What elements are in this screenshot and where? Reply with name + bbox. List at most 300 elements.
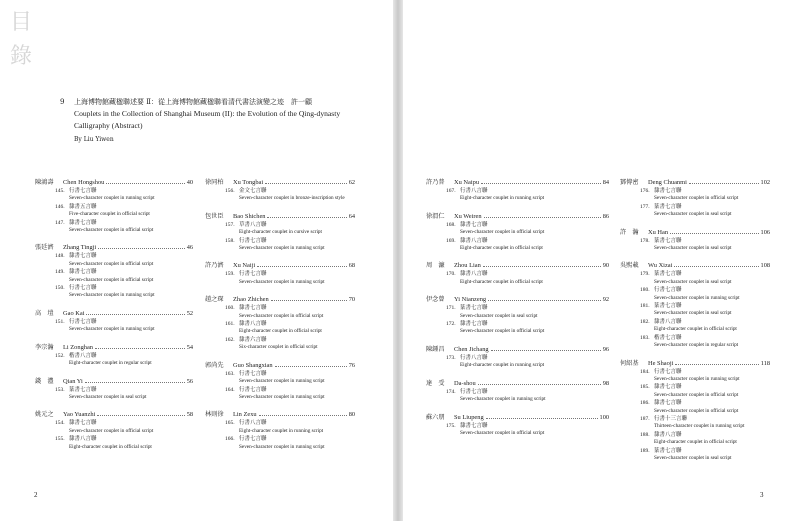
- article-title-en: Calligraphy (Abstract): [74, 121, 143, 130]
- work-title-zh: 隸書八言聯: [460, 271, 488, 278]
- toc-entry: [426, 345, 609, 370]
- work-number: 163.: [225, 370, 235, 377]
- toc-entry: [426, 212, 609, 253]
- dot-leader: [675, 359, 758, 365]
- work-list: [446, 423, 609, 438]
- work-title-zh: 行書七言聯: [69, 188, 97, 194]
- work-number: 170.: [446, 271, 456, 278]
- work-title-zh: 篆書七言聯: [460, 305, 488, 312]
- work-number: 166.: [225, 436, 235, 443]
- article-author: By Liu Yiwen: [74, 136, 114, 143]
- dot-leader: [257, 261, 347, 267]
- work-item: [446, 305, 609, 312]
- entry-heading: [35, 309, 193, 318]
- work-title-en: Thirteen-character couplet in running script: [654, 423, 745, 430]
- entry-heading: [35, 243, 193, 252]
- work-number: 169.: [446, 237, 456, 244]
- work-title-zh: 隸書八言聯: [460, 237, 488, 244]
- work-title-zh: 篆書七言聯: [654, 447, 682, 454]
- entry-heading: [426, 379, 609, 388]
- work-number: 152.: [55, 352, 65, 359]
- dot-leader: [97, 410, 184, 416]
- work-title-zh: 篆書七言聯: [654, 203, 682, 210]
- work-title-en: Eight-character couplet in running script: [460, 362, 545, 369]
- work-title-en: Seven-character couplet in running script: [239, 245, 325, 252]
- work-number: 147.: [55, 219, 65, 226]
- work-title-en: Eight-character couplet in official script: [460, 245, 543, 252]
- artist-name-en: Wu Xizai: [648, 262, 673, 270]
- work-number: 148.: [55, 253, 65, 260]
- work-list: [640, 188, 770, 219]
- work-list: [225, 222, 355, 253]
- work-title-zh: 隸書八言聯: [69, 436, 97, 443]
- page-ref: 70: [348, 296, 355, 304]
- entry-heading: [205, 410, 355, 419]
- dot-leader: [265, 178, 347, 184]
- work-title-zh: 篆書七言聯: [654, 237, 682, 244]
- work-title-en: Eight-character couplet in official script: [460, 278, 543, 285]
- work-list: [225, 305, 355, 351]
- artist-name-zh: 許乃普: [426, 179, 445, 186]
- dot-leader: [483, 261, 601, 267]
- artist-name-en: Xu Tongbai: [233, 179, 264, 186]
- page-ref: 100: [599, 413, 609, 421]
- work-number: 187.: [640, 415, 650, 422]
- page-ref: 80: [348, 411, 355, 419]
- toc-entry: [426, 261, 609, 286]
- artist-name-en: Zhou Lian: [454, 262, 481, 270]
- work-title-en: Seven-character couplet in seal script: [654, 278, 732, 285]
- work-list: [640, 238, 770, 253]
- page-ref: 64: [348, 212, 355, 220]
- work-number: 162.: [225, 336, 235, 343]
- work-item: [225, 436, 355, 443]
- work-title-en: Seven-character couplet in seal script: [460, 312, 538, 319]
- entry-heading: [205, 261, 355, 270]
- heading-char: 目: [9, 10, 32, 35]
- toc-entry: [205, 212, 355, 253]
- work-number: 164.: [225, 386, 235, 393]
- work-title-en: Eight-character couplet in official script: [654, 439, 737, 446]
- dot-leader: [86, 309, 184, 315]
- page-ref: 56: [186, 377, 193, 385]
- book-gutter: [393, 0, 403, 521]
- work-title-zh: 隸書七言聯: [69, 253, 97, 260]
- work-title-zh: 行書七言聯: [239, 370, 267, 377]
- artist-name-zh: 許 瀚: [620, 228, 639, 236]
- entry-heading: [426, 212, 609, 221]
- toc-entry: [205, 261, 355, 286]
- work-number: 179.: [640, 271, 650, 278]
- work-number: 146.: [55, 203, 65, 210]
- page-ref: 102: [760, 179, 770, 186]
- work-item: [446, 389, 609, 396]
- work-title-en: Seven-character couplet in running script: [654, 294, 740, 301]
- artist-name-en: Da-shou: [454, 379, 476, 387]
- work-title-en: Seven-character couplet in official script: [654, 195, 739, 202]
- page-ref: 40: [186, 179, 193, 186]
- work-title-zh: 隸書八言聯: [654, 318, 682, 325]
- artist-name-zh: 鄧傳密: [620, 179, 639, 186]
- toc-entry: [620, 359, 770, 463]
- entry-heading: [35, 377, 193, 386]
- work-title-zh: 行書七言聯: [654, 368, 682, 375]
- work-item: [640, 335, 770, 342]
- work-list: [446, 355, 609, 370]
- work-title-en: Seven-character couplet in running script: [69, 292, 155, 299]
- work-list: [225, 371, 355, 402]
- work-item: [446, 355, 609, 362]
- work-title-en: Eight-character couplet in regular script: [69, 360, 152, 367]
- dot-leader: [271, 295, 347, 301]
- dot-leader: [275, 361, 347, 367]
- toc-entry: [620, 178, 770, 219]
- dot-leader: [259, 410, 347, 416]
- article-title-zh: 上海博物館藏楹聯述要 Ⅱ：從上海博物館藏楹聯看清代書法演變之迹 許一顧: [74, 98, 312, 106]
- entry-heading: [205, 361, 355, 370]
- work-title-en: Seven-character couplet in official script: [460, 229, 545, 236]
- toc-entry: [426, 295, 609, 336]
- toc-entry: [426, 178, 609, 203]
- work-number: 176.: [640, 188, 650, 194]
- work-title-zh: 篆書七言聯: [654, 303, 682, 310]
- work-list: [225, 188, 355, 203]
- work-title-zh: 隸書八言聯: [654, 431, 682, 438]
- work-title-en: Seven-character couplet in running script: [69, 195, 155, 202]
- contents-heading: [8, 10, 34, 78]
- entry-heading: [426, 261, 609, 270]
- work-title-en: Seven-character couplet in running script: [69, 326, 155, 333]
- entry-heading: [620, 261, 770, 270]
- work-list: [55, 387, 193, 402]
- work-item: [55, 285, 193, 292]
- entry-heading: [426, 345, 609, 354]
- work-number: 189.: [640, 447, 650, 454]
- work-item: [640, 271, 770, 278]
- work-title-zh: 隸書八言聯: [239, 321, 267, 328]
- page-ref: 68: [348, 262, 355, 270]
- work-title-en: Seven-character couplet in running script: [239, 278, 325, 285]
- artist-name-en: Bao Shichen: [233, 212, 266, 220]
- work-number: 161.: [225, 321, 235, 328]
- work-item: [640, 400, 770, 407]
- page-ref: 86: [602, 212, 609, 220]
- work-list: [446, 222, 609, 253]
- work-number: 173.: [446, 354, 456, 361]
- work-item: [225, 188, 355, 195]
- work-title-zh: 隸書七言聯: [460, 321, 488, 328]
- work-title-zh: 隸書七言聯: [654, 400, 682, 407]
- work-item: [640, 384, 770, 391]
- artist-name-en: Li Zonghan: [63, 343, 93, 351]
- page-ref: 118: [760, 359, 770, 367]
- artist-name-en: Qian Yi: [63, 377, 83, 385]
- artist-name-en: Lin Zexu: [233, 411, 257, 419]
- entry-heading: [35, 178, 193, 187]
- work-number: 157.: [225, 221, 235, 228]
- work-title-en: Seven-character couplet in official script: [69, 276, 154, 283]
- artist-name-zh: 張廷濟: [35, 244, 54, 252]
- artist-name-zh: 許乃濟: [205, 262, 224, 270]
- work-title-en: Seven-character couplet in seal script: [654, 245, 732, 252]
- work-title-zh: 隸書七言聯: [239, 305, 267, 312]
- page-ref: 106: [760, 228, 770, 236]
- artist-name-zh: 錢 灃: [35, 377, 54, 385]
- entry-heading: [426, 295, 609, 304]
- toc-entry: [426, 379, 609, 404]
- article-title-en: Couplets in the Collection of Shanghai Museum (II): the Evolution of the Qing-dynasty: [74, 109, 341, 118]
- work-title-en: Seven-character couplet in official script: [69, 227, 154, 234]
- toc-entry: [35, 243, 193, 299]
- toc-column: [426, 178, 609, 446]
- work-title-en: Seven-character couplet in official script: [69, 260, 154, 267]
- dot-leader: [674, 261, 758, 267]
- work-title-zh: 隸書七言聯: [69, 219, 97, 226]
- work-title-zh: 行書七言聯: [460, 388, 488, 395]
- work-list: [640, 369, 770, 463]
- work-title-en: Seven-character couplet in running script: [654, 375, 740, 382]
- work-number: 172.: [446, 321, 456, 328]
- work-item: [225, 271, 355, 278]
- artist-name-zh: 趙之琛: [205, 296, 224, 304]
- work-title-zh: 行書八言聯: [460, 354, 488, 361]
- artist-name-zh: 周 濂: [426, 262, 445, 270]
- work-title-zh: 隸書七言聯: [460, 221, 488, 228]
- work-title-zh: 楷書七言聯: [654, 334, 682, 341]
- artist-name-zh: 徐渭仁: [426, 212, 445, 220]
- work-list: [225, 271, 355, 286]
- work-title-en: Seven-character couplet in official script: [239, 312, 324, 319]
- work-number: 175.: [446, 422, 456, 429]
- work-title-en: Seven-character couplet in seal script: [654, 211, 732, 218]
- toc-entry: [205, 410, 355, 451]
- dot-leader: [484, 212, 601, 218]
- entry-heading: [205, 295, 355, 304]
- work-number: 167.: [446, 188, 456, 194]
- work-title-en: Eight-character couplet in cursive script: [239, 229, 322, 236]
- work-number: 158.: [225, 237, 235, 244]
- page-ref: 52: [186, 309, 193, 317]
- toc-column: [620, 178, 770, 471]
- work-list: [446, 271, 609, 286]
- toc-entry: [35, 309, 193, 334]
- work-number: 183.: [640, 334, 650, 341]
- work-item: [640, 303, 770, 310]
- work-item: [55, 253, 193, 260]
- work-title-zh: 行書八言聯: [460, 188, 488, 194]
- work-title-en: Five-character couplet in official script: [69, 211, 150, 218]
- artist-name-en: Zhang Tingji: [63, 244, 97, 252]
- work-list: [225, 420, 355, 451]
- page-number: 3: [760, 491, 764, 499]
- work-item: [446, 423, 609, 430]
- work-title-zh: 草書八言聯: [239, 221, 267, 228]
- toc-column: [35, 178, 193, 460]
- artist-name-en: Xu Weiren: [454, 212, 482, 220]
- artist-name-zh: 李宗瀚: [35, 343, 54, 351]
- toc-column: [205, 178, 355, 460]
- work-item: [640, 287, 770, 294]
- work-number: 154.: [55, 420, 65, 427]
- work-title-en: Seven-character couplet in running script: [239, 393, 325, 400]
- artist-name-zh: 林則徐: [205, 411, 224, 419]
- work-item: [446, 238, 609, 245]
- artist-name-zh: 陳鴻壽: [35, 179, 54, 186]
- entry-heading: [620, 359, 770, 368]
- artist-name-en: Guo Shangxian: [233, 361, 273, 369]
- work-title-zh: 隸書七言聯: [69, 420, 97, 427]
- work-list: [640, 271, 770, 349]
- work-title-en: Seven-character couplet in bronze-inscription style: [239, 195, 345, 202]
- dot-leader: [85, 377, 185, 383]
- artist-name-en: He Shaoji: [648, 359, 674, 367]
- artist-name-zh: 何紹基: [620, 359, 639, 367]
- dot-leader: [689, 178, 759, 184]
- work-title-zh: 行書七言聯: [654, 287, 682, 294]
- artist-name-zh: 高 塏: [35, 309, 54, 317]
- work-item: [225, 387, 355, 394]
- toc-entry: [205, 295, 355, 351]
- entry-heading: [620, 178, 770, 187]
- artist-name-zh: 姚元之: [35, 411, 54, 419]
- work-number: 184.: [640, 368, 650, 375]
- work-title-zh: 行書七言聯: [239, 271, 267, 278]
- dot-leader: [670, 228, 758, 234]
- work-number: 180.: [640, 287, 650, 294]
- entry-heading: [426, 178, 609, 187]
- work-list: [55, 353, 193, 368]
- work-title-zh: 隸書七言聯: [654, 384, 682, 391]
- work-title-en: Seven-character couplet in official script: [460, 328, 545, 335]
- artist-name-en: Xu Naiji: [233, 262, 256, 270]
- artist-name-en: Chen Jichang: [454, 345, 489, 353]
- artist-name-zh: 吳熙載: [620, 262, 639, 270]
- dot-leader: [491, 345, 601, 351]
- work-item: [640, 238, 770, 245]
- work-item: [225, 238, 355, 245]
- page-ref: 76: [348, 361, 355, 369]
- work-number: 153.: [55, 386, 65, 393]
- dot-leader: [488, 295, 601, 301]
- toc-entry: [35, 377, 193, 402]
- work-number: 160.: [225, 305, 235, 312]
- work-title-en: Eight-character couplet in running script: [460, 195, 545, 202]
- work-item: [446, 271, 609, 278]
- artist-name-en: Yao Yuanzhi: [63, 411, 96, 419]
- artist-name-zh: 包世臣: [205, 212, 224, 220]
- work-number: 181.: [640, 303, 650, 310]
- page-ref: 90: [602, 262, 609, 270]
- entry-heading: [620, 228, 770, 237]
- page-ref: 46: [186, 244, 193, 252]
- work-list: [446, 389, 609, 404]
- work-number: 185.: [640, 384, 650, 391]
- dot-leader: [267, 212, 346, 218]
- work-title-en: Seven-character couplet in seal script: [69, 393, 147, 400]
- work-title-zh: 行書七言聯: [239, 436, 267, 443]
- work-title-en: Seven-character couplet in seal script: [654, 454, 732, 461]
- artist-name-zh: 伊念曾: [426, 296, 445, 304]
- toc-entry: [620, 228, 770, 253]
- artist-name-en: Xu Han: [648, 228, 669, 236]
- dot-leader: [478, 379, 601, 385]
- work-title-zh: 行書十三言聯: [654, 415, 688, 422]
- work-list: [55, 319, 193, 334]
- work-item: [225, 371, 355, 378]
- page-ref: 98: [602, 379, 609, 387]
- work-item: [55, 436, 193, 443]
- artist-name-zh: 陳鍾昌: [426, 345, 445, 353]
- dot-leader: [95, 343, 185, 349]
- page-ref: 96: [602, 345, 609, 353]
- left-page: [0, 0, 393, 521]
- work-title-zh: 楷書八言聯: [69, 352, 97, 359]
- artist-name-en: Gao Kai: [63, 309, 85, 317]
- work-item: [55, 387, 193, 394]
- work-title-zh: 隸書七言聯: [654, 188, 682, 194]
- work-title-en: Six-character couplet in official script: [239, 344, 318, 351]
- work-item: [55, 420, 193, 427]
- toc-entry: [426, 413, 609, 438]
- page-number: 2: [34, 491, 38, 499]
- work-list: [55, 420, 193, 451]
- work-title-en: Seven-character couplet in seal script: [654, 310, 732, 317]
- entry-heading: [35, 410, 193, 419]
- artist-name-zh: 達 受: [426, 379, 445, 387]
- work-title-en: Eight-character couplet in running script: [239, 427, 324, 434]
- work-title-zh: 行書七言聯: [239, 237, 267, 244]
- work-title-en: Eight-character couplet in official script: [239, 328, 322, 335]
- work-number: 165.: [225, 420, 235, 427]
- entry-heading: [205, 212, 355, 221]
- work-number: 177.: [640, 203, 650, 210]
- artist-name-en: Chen Hongshou: [63, 179, 105, 186]
- dot-leader: [98, 243, 184, 249]
- work-item: [55, 269, 193, 276]
- work-title-zh: 隸書五言聯: [69, 203, 97, 210]
- toc-entry: [35, 343, 193, 368]
- work-title-en: Seven-character couplet in official script: [654, 391, 739, 398]
- work-title-zh: 隸書六言聯: [239, 336, 267, 343]
- artist-name-en: Yi Nianzeng: [454, 296, 487, 304]
- page-ref: 92: [602, 296, 609, 304]
- artist-name-en: Xu Naipu: [454, 179, 480, 186]
- work-item: [55, 220, 193, 227]
- work-title-zh: 行書七言聯: [239, 386, 267, 393]
- work-item: [225, 420, 355, 427]
- artist-name-en: Su Liupeng: [454, 413, 484, 421]
- work-list: [55, 253, 193, 299]
- work-title-en: Seven-character couplet in official script: [69, 427, 154, 434]
- work-number: 182.: [640, 318, 650, 325]
- work-title-en: Eight-character couplet in official script: [654, 326, 737, 333]
- work-item: [55, 353, 193, 360]
- work-item: [55, 319, 193, 326]
- work-title-zh: 篆書七言聯: [69, 386, 97, 393]
- work-item: [640, 448, 770, 455]
- work-title-en: Seven-character couplet in official script: [654, 407, 739, 414]
- work-title-zh: 金文七言聯: [239, 188, 267, 194]
- artist-name-zh: 蘇六朋: [426, 413, 445, 421]
- toc-entry: [205, 178, 355, 203]
- work-title-en: Seven-character couplet in running script: [239, 443, 325, 450]
- work-number: 156.: [225, 188, 235, 194]
- work-list: [446, 305, 609, 336]
- toc-entry: [35, 178, 193, 234]
- work-title-en: Seven-character couplet in running script: [239, 378, 325, 385]
- right-page: [403, 0, 800, 521]
- work-number: 178.: [640, 237, 650, 244]
